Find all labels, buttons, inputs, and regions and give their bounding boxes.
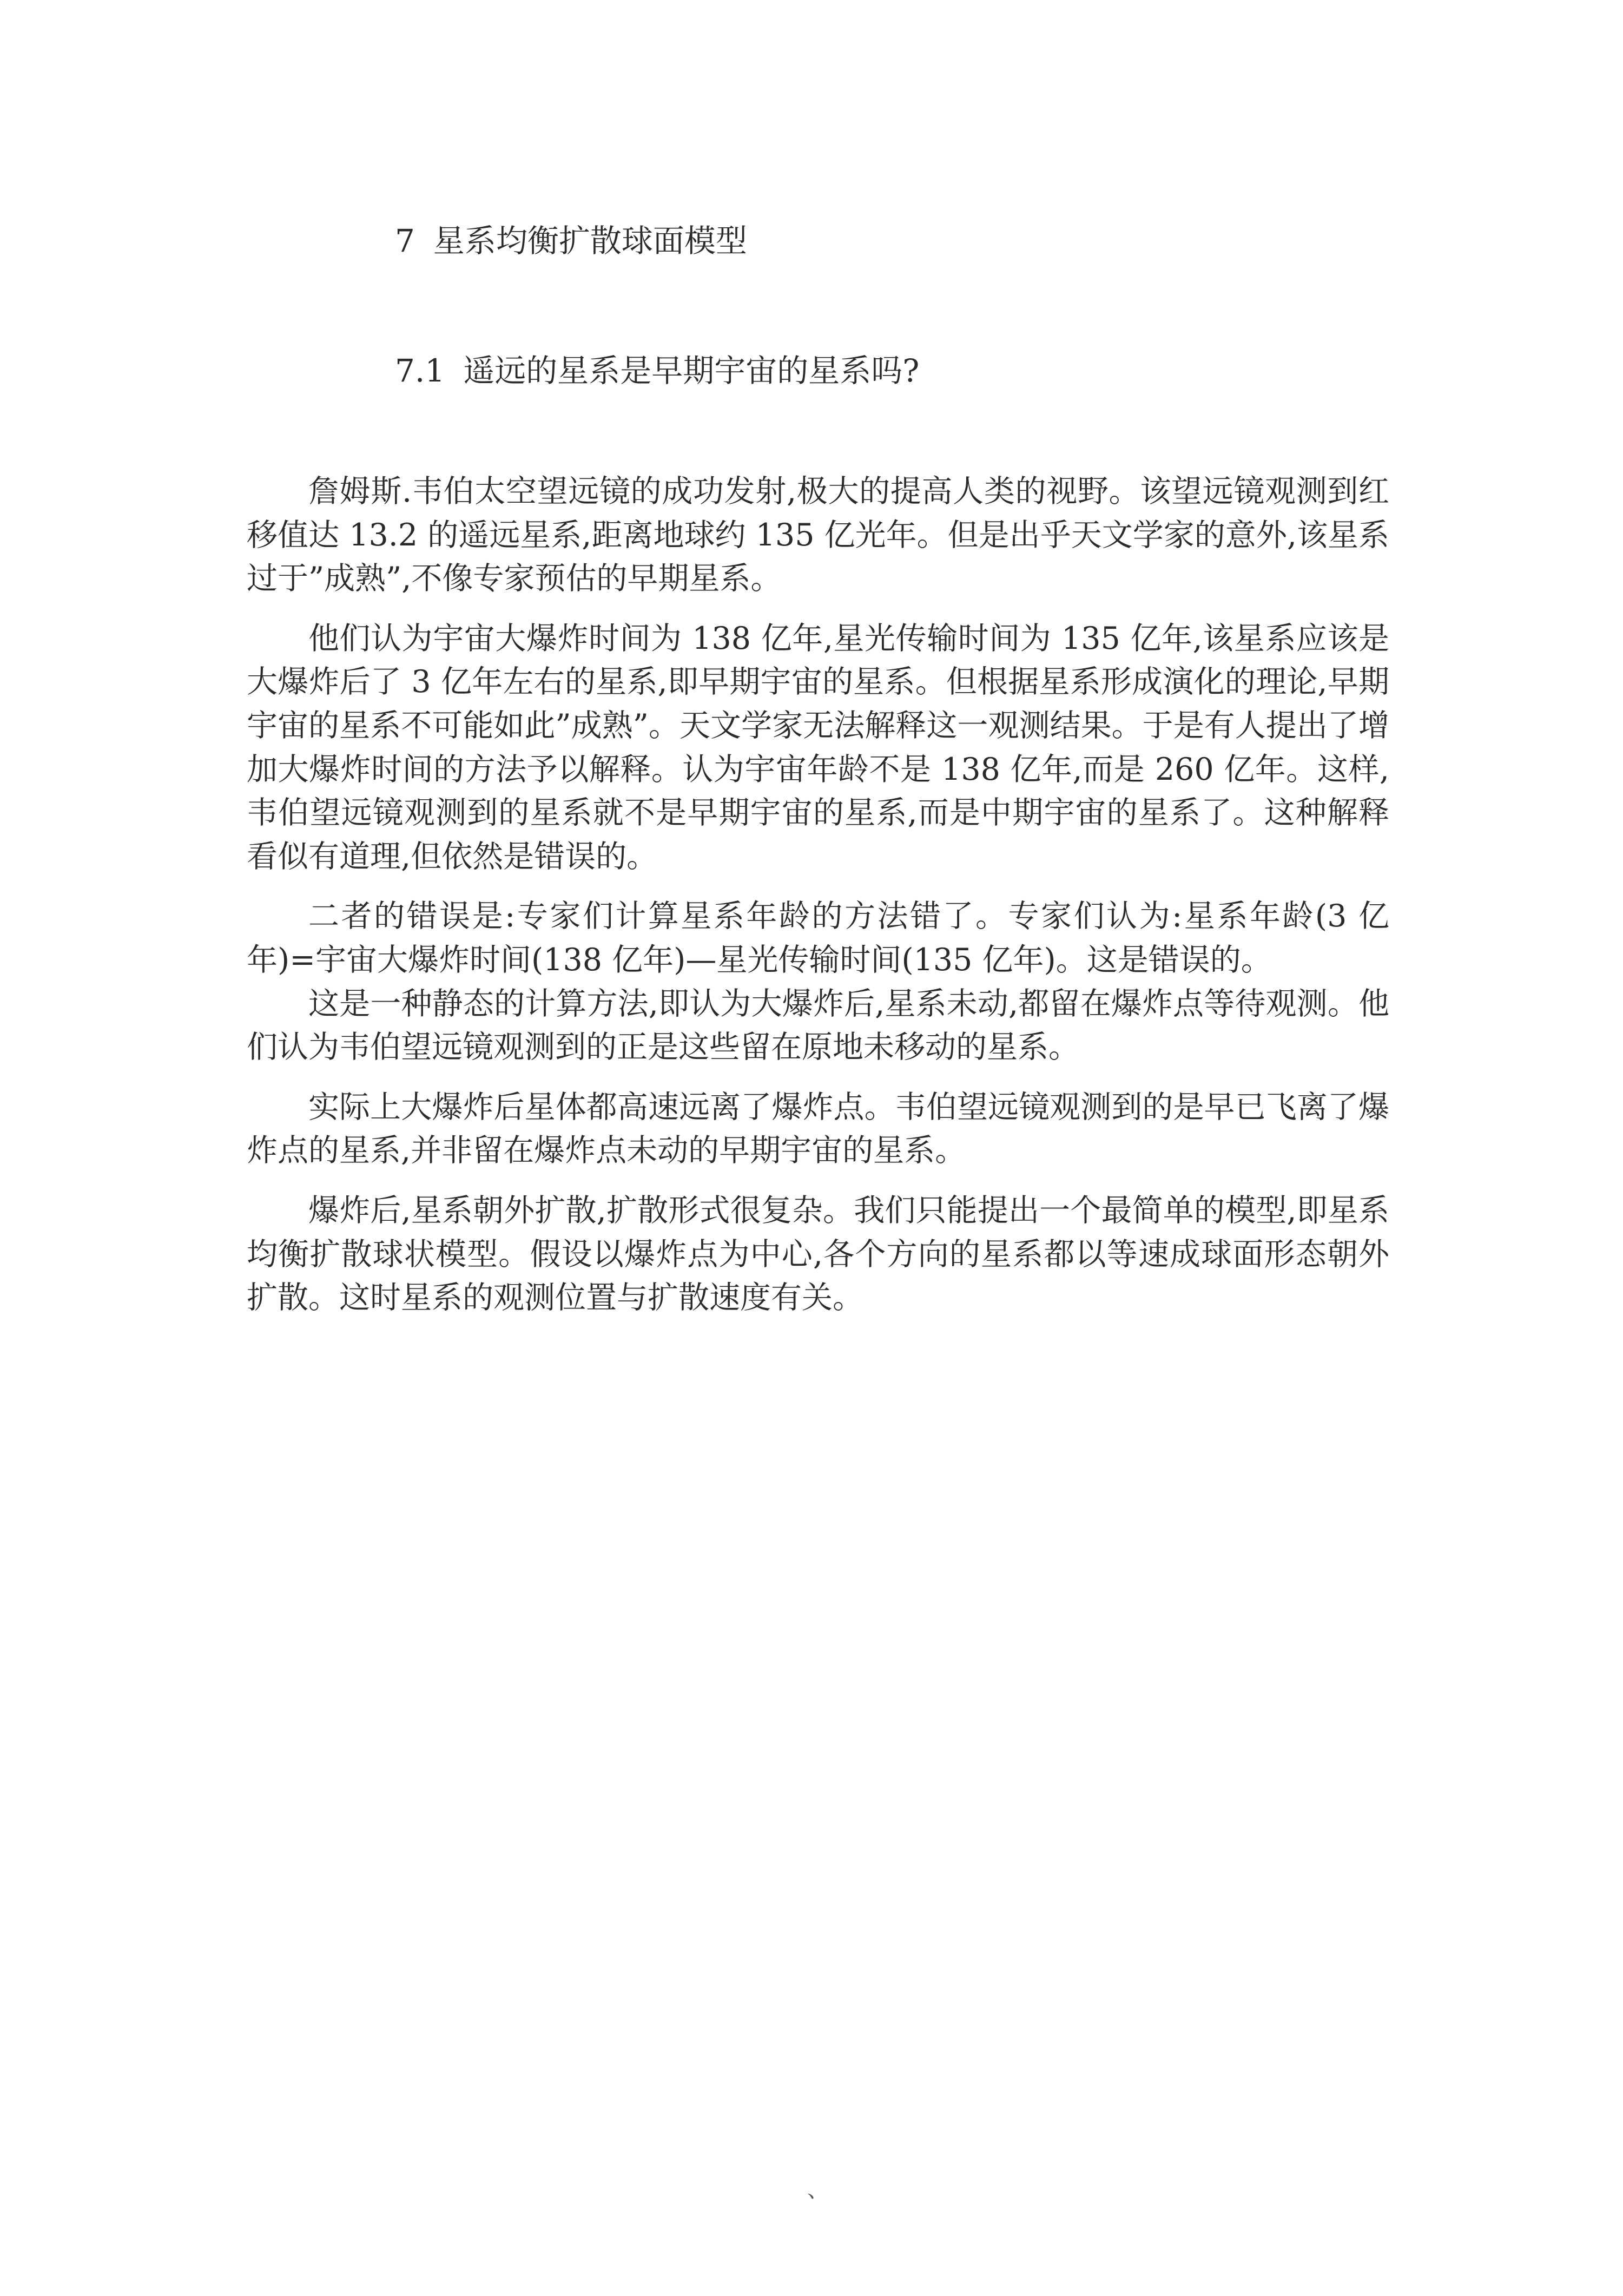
paragraph-static-method: 这是一种静态的计算方法,即认为大爆炸后,星系未动,都留在爆炸点等待观测。他们认为韦伯望远镜观测到的正是这些留在原地未移动的星系。: [247, 985, 1389, 1065]
section-title: 遥远的星系是早期宇宙的星系吗?: [463, 352, 920, 389]
paragraph-expert-explanation: 他们认为宇宙大爆炸时间为 138 亿年,星光传输时间为 135 亿年,该星系应该是大爆炸后了 3 亿年左右的星系,即早期宇宙的星系。但根据星系形成演化的理论,早期宇宙的星系不可能如此”成熟”。天文学家无法解释这一观测结果。于是有人提出了增加大爆炸时间的方法予以解释。认为宇宙年龄不是 138 亿年,而是 260 亿年。这样,韦伯望远镜观测到的星系就不是早期宇宙的星系,而是中期宇宙的星系了。这种解释看似有道理,但依然是错误的。: [247, 620, 1389, 874]
body-text: [247, 470, 1389, 1320]
section-number: 7.1: [395, 352, 445, 389]
paragraph-galaxies-moved: 实际上大爆炸后星体都高速远离了爆炸点。韦伯望远镜观测到的是早已飞离了爆炸点的星系,并非留在爆炸点未动的早期宇宙的星系。: [247, 1089, 1389, 1169]
chapter-title: 星系均衡扩散球面模型: [433, 222, 747, 259]
page-mark: 、: [807, 2177, 829, 2202]
chapter-heading: [395, 219, 747, 262]
paragraph-error-formula: 二者的错误是:专家们计算星系年龄的方法错了。专家们认为:星系年龄(3 亿年)=宇宙大爆炸时间(138 亿年)—星光传输时间(135 亿年)。这是错误的。: [247, 898, 1389, 978]
paragraph-webb-observation: 詹姆斯.韦伯太空望远镜的成功发射,极大的提高人类的视野。该望远镜观测到红移值达 13.2 的遥远星系,距离地球约 135 亿光年。但是出乎天文学家的意外,该星系过于”成熟”,不像专家预估的早期星系。: [247, 473, 1389, 597]
section-heading: [395, 349, 919, 392]
chapter-number: 7: [395, 222, 415, 259]
paragraph-sphere-model: 爆炸后,星系朝外扩散,扩散形式很复杂。我们只能提出一个最简单的模型,即星系均衡扩散球状模型。假设以爆炸点为中心,各个方向的星系都以等速成球面形态朝外扩散。这时星系的观测位置与扩散速度有关。: [247, 1192, 1389, 1316]
